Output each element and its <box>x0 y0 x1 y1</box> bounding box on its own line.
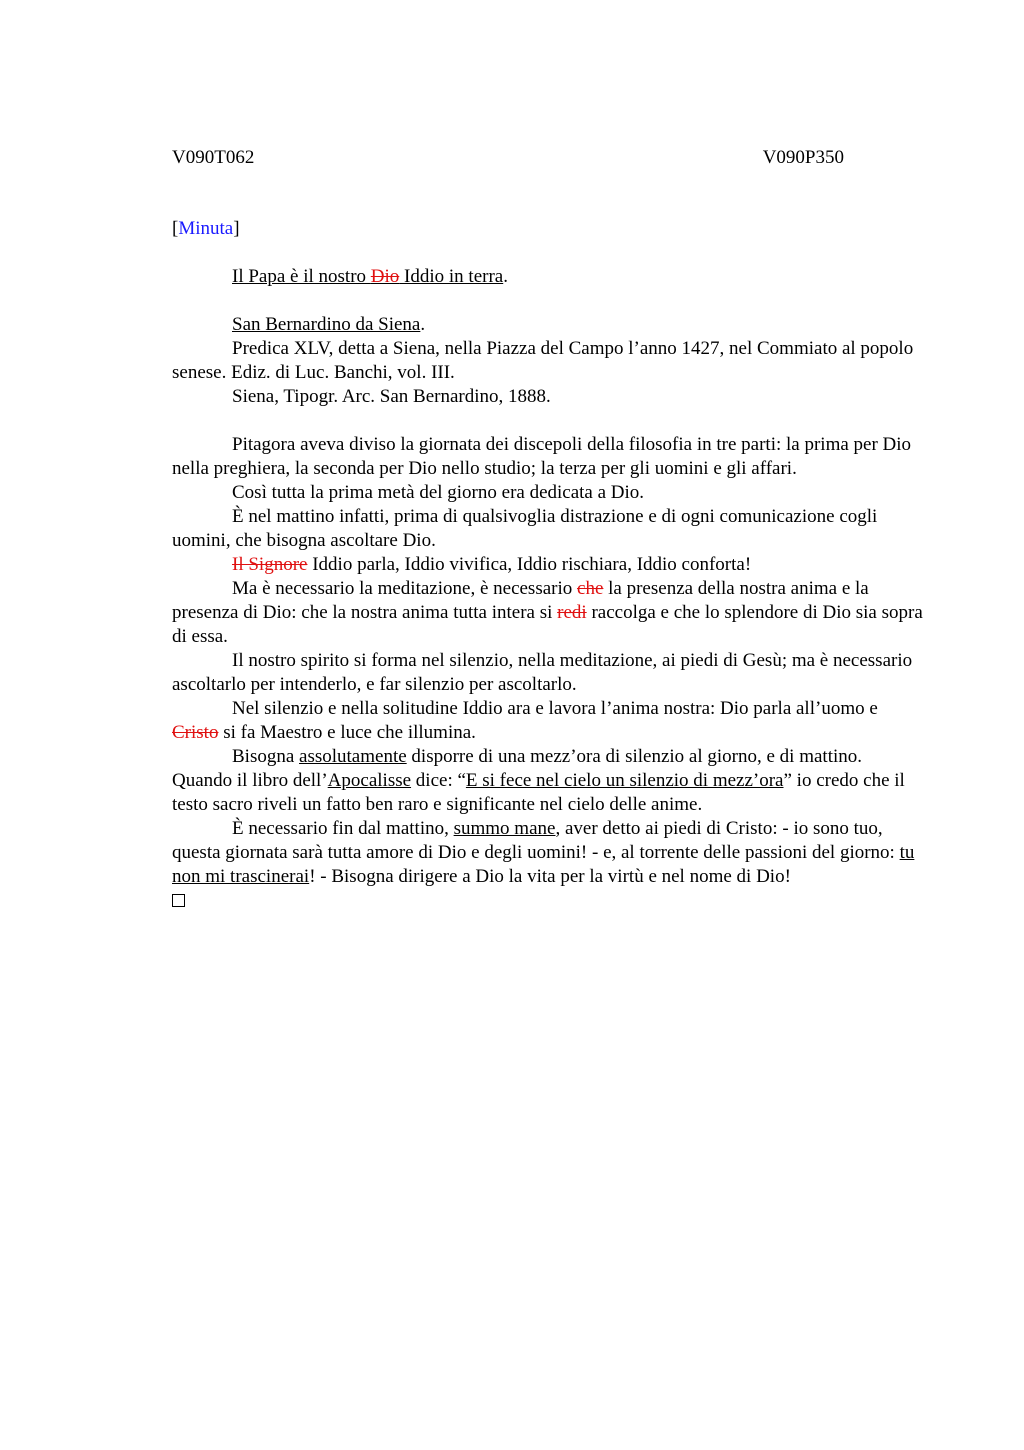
p5-deleted-1: che <box>577 578 604 599</box>
p7-text-a: Nel silenzio e nella solitudine Iddio ara e lavora l’anima nostra: Dio parla all’uomo e <box>232 698 878 719</box>
p8-underlined-2: Apocalisse <box>327 770 412 791</box>
p8-text-b: disporre di una mezz’ora di silenzio al giorno, e di mattino. Quando il libro dell’ <box>172 746 863 791</box>
source-author-name: San Bernardino da Siena <box>232 314 421 335</box>
document-code-left: V090T062 <box>172 147 255 168</box>
p8-underlined-3: E si fece nel cielo un silenzio di mezz’ora <box>465 770 784 791</box>
p9-text-b: , aver detto ai piedi di Cristo: - io sono tuo, questa giornata sarà tutta amore di Dio e degli uomini! - e, al torrente delle passioni del giorno: <box>172 818 900 863</box>
end-of-text-box-icon <box>172 894 185 907</box>
p5-deleted-2: redi <box>557 602 587 623</box>
source-author-end: . <box>420 314 426 335</box>
p7-text-b: si fa Maestro e luce che illumina. <box>218 722 476 743</box>
minuta-label <box>172 217 240 241</box>
minuta-close-bracket: ] <box>233 218 240 239</box>
p8-text-d: ” io credo che il testo sacro riveli un fatto ben raro e significante nel cielo delle anime. <box>172 770 905 815</box>
paragraph-8 <box>172 745 924 817</box>
p8-text-a: Bisogna <box>232 746 300 767</box>
p4-text: Iddio parla, Iddio vivifica, Iddio rischiara, Iddio conforta! <box>307 554 752 575</box>
paragraph-9 <box>172 817 924 889</box>
p9-text-c: ! - Bisogna dirigere a Dio la vita per la virtù e nel nome di Dio! <box>309 866 791 887</box>
document-body <box>172 265 924 914</box>
document-header <box>172 146 844 170</box>
p4-deleted-text: Il Signore <box>232 554 308 575</box>
p8-underlined-1: assolutamente <box>299 746 407 767</box>
title-part2: Iddio in terra <box>399 266 504 287</box>
p9-underlined-2: tu non mi trascinerai <box>172 842 915 887</box>
p5-text-c: raccolga e che lo splendore di Dio sia sopra di essa. <box>172 602 923 647</box>
paragraph-3: È nel mattino infatti, prima di qualsivoglia distrazione e di ogni comunicazione cogli uomini, che bisogna ascoltare Dio. <box>172 506 878 551</box>
paragraph-4 <box>172 553 924 577</box>
p5-text-a: Ma è necessario la meditazione, è necessario <box>232 578 578 599</box>
paragraph-5 <box>172 577 924 649</box>
title-part1: Il Papa è il nostro <box>232 266 371 287</box>
document-title <box>172 265 924 289</box>
p9-underlined-1: summo mane <box>453 818 556 839</box>
p5-text-b: la presenza della nostra anima e la presenza di Dio: che la nostra anima tutta intera si <box>172 578 869 623</box>
title-end: . <box>503 266 508 287</box>
paragraph-1: Pitagora aveva diviso la giornata dei discepoli della filosofia in tre parti: la prima per Dio nella preghiera, la seconda per Dio nello studio; la terza per gli uomini e gli affari. <box>172 434 912 479</box>
paragraph-7 <box>172 697 924 745</box>
paragraph-6: Il nostro spirito si forma nel silenzio, nella meditazione, ai piedi di Gesù; ma è necessario ascoltarlo per intenderlo, e far silenzio per ascoltarlo. <box>172 650 913 695</box>
minuta-open-bracket: [ <box>172 218 179 239</box>
document-code-right: V090P350 <box>762 147 844 168</box>
p7-deleted: Cristo <box>172 722 219 743</box>
source-line2: Siena, Tipogr. Arc. San Bernardino, 1888. <box>232 386 551 407</box>
source-author <box>172 313 924 337</box>
minuta-text: Minuta <box>178 218 234 239</box>
p9-text-a: È necessario fin dal mattino, <box>232 818 454 839</box>
source-line1: Predica XLV, detta a Siena, nella Piazza del Campo l’anno 1427, nel Commiato al popolo senese. Ediz. di Luc. Banchi, vol. III. <box>172 338 914 383</box>
p8-text-c: dice: “ <box>411 770 466 791</box>
paragraph-2: Così tutta la prima metà del giorno era dedicata a Dio. <box>232 482 645 503</box>
title-deleted-word: Dio <box>370 266 400 287</box>
